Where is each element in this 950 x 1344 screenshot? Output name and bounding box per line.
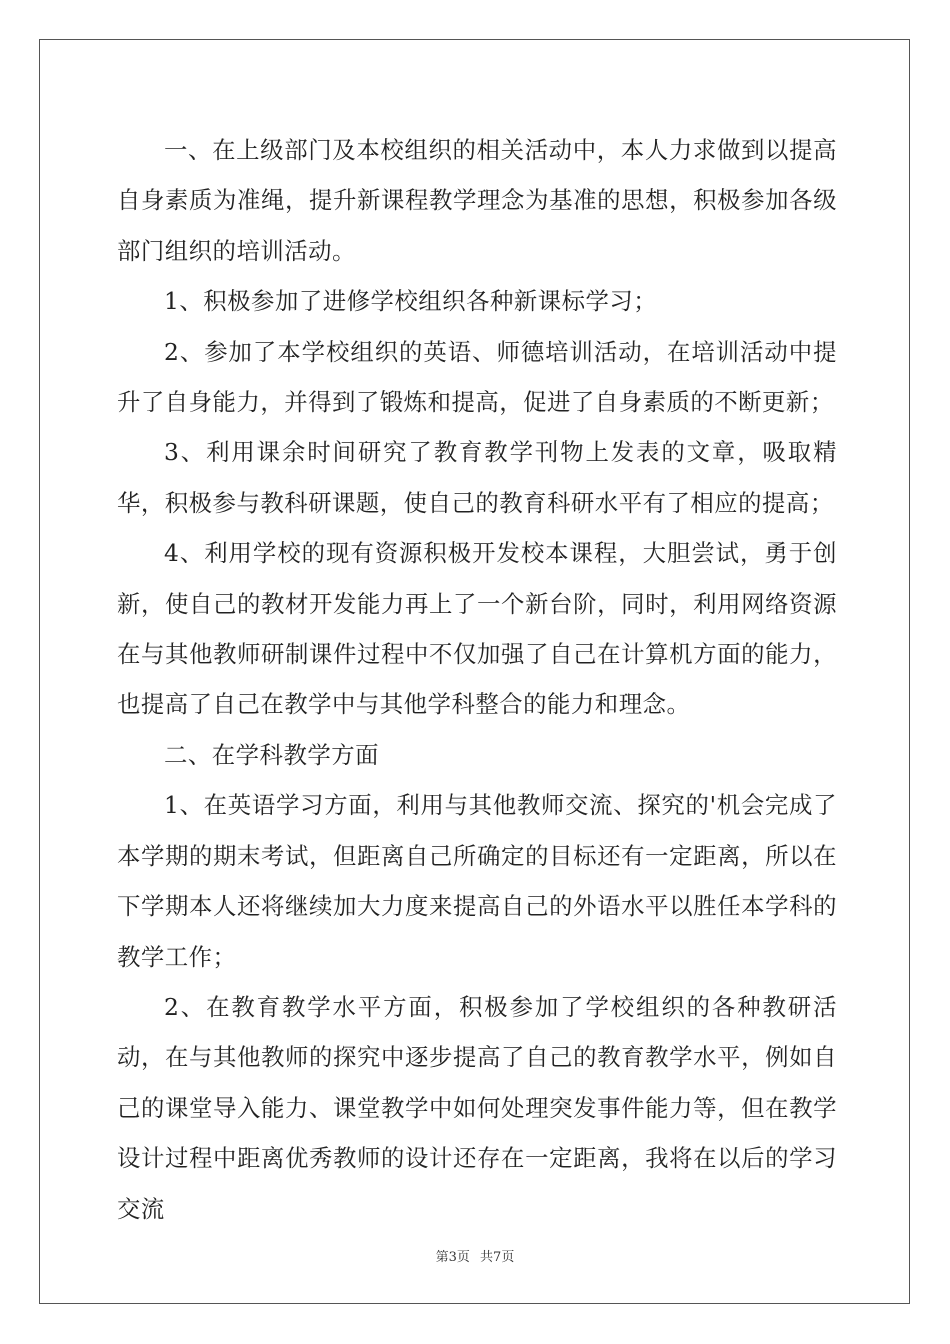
paragraph-4: 3、利用课余时间研究了教育教学刊物上发表的文章，吸取精华，积极参与教科研课题，使自己的教育科研水平有了相应的提高；	[117, 438, 837, 517]
paragraph-1: 一、在上级部门及本校组织的相关活动中，本人力求做到以提高自身素质为准绳，提升新课程教学理念为基准的思想，积极参加各级部门组织的培训活动。	[117, 136, 837, 265]
paragraph-5: 4、利用学校的现有资源积极开发校本课程，大胆尝试，勇于创新，使自己的教材开发能力再上了一个新台阶，同时，利用网络资源在与其他教师研制课件过程中不仅加强了自己在计算机方面的能力，也提高了自己在教学中与其他学科整合的能力和理念。	[117, 539, 837, 719]
paragraph-6: 二、在学科教学方面	[164, 740, 380, 769]
document-body	[117, 125, 837, 1234]
paragraph-3: 2、参加了本学校组织的英语、师德培训活动，在培训活动中提升了自身能力，并得到了锻炼和提高，促进了自身素质的不断更新；	[117, 337, 837, 417]
paragraph-2: 1、积极参加了进修学校组织各种新课标学习；	[164, 287, 658, 316]
paragraph-7: 1、在英语学习方面，利用与其他教师交流、探究的'机会完成了本学期的期末考试，但距离自己所确定的目标还有一定距离，所以在下学期本人还将继续加大力度来提高自己的外语水平以胜任本学科的教学工作；	[117, 791, 837, 971]
page-number-footer: 第3页 共7页	[435, 1250, 515, 1265]
paragraph-8: 2、在教育教学水平方面，积极参加了学校组织的各种教研活动，在与其他教师的探究中逐步提高了自己的教育教学水平，例如自己的课堂导入能力、课堂教学中如何处理突发事件能力等，但在教学设计过程中距离优秀教师的设计还存在一定距离，我将在以后的学习交流	[117, 992, 837, 1223]
